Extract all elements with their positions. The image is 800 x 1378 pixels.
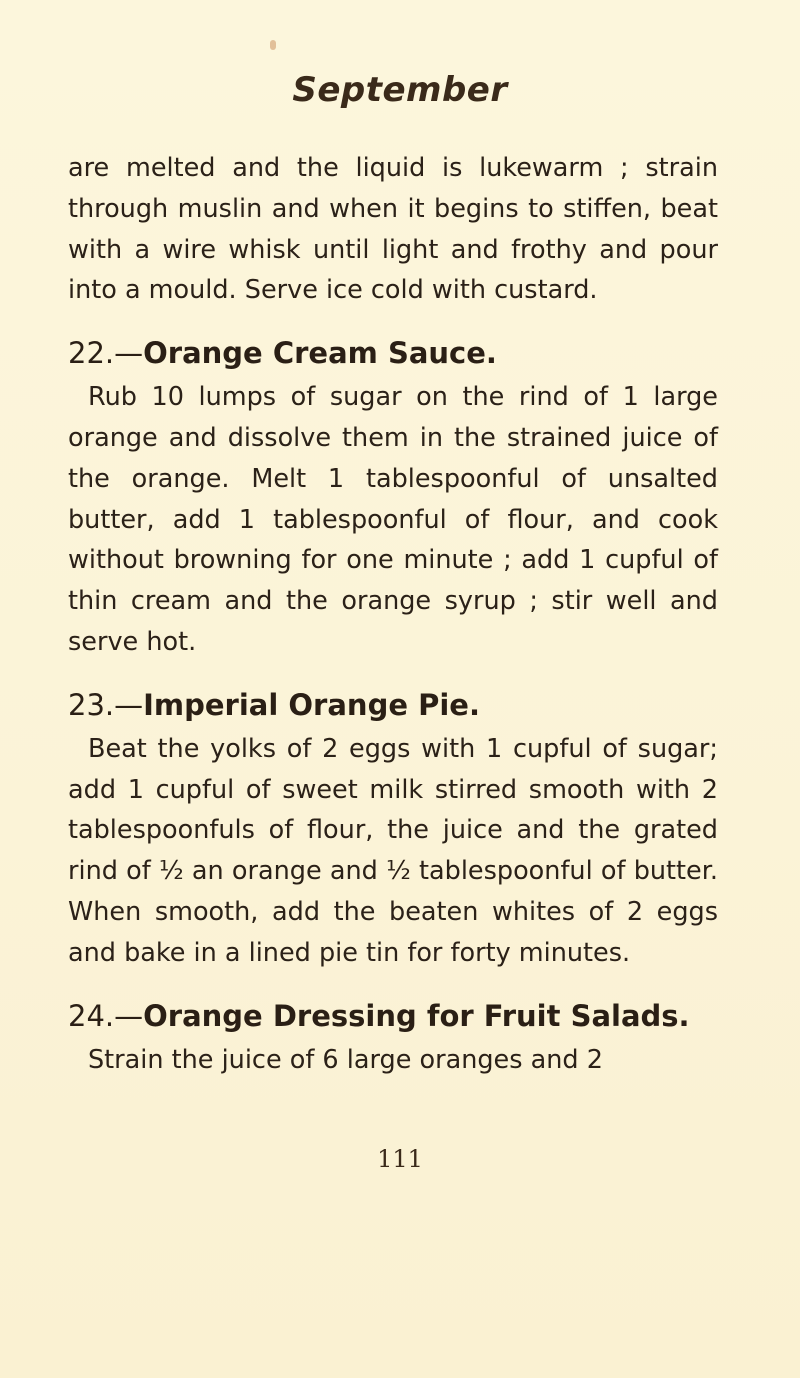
recipe-name: Orange Dressing for Fruit Salads. xyxy=(143,998,690,1033)
recipe-body: Beat the yolks of 2 eggs with 1 cupful of sugar; add 1 cupful of sweet milk stirred smooth with 2 tablespoonfuls of flour, the juice and the grated rind of ½ an orange and ½ tablespoonful of butter. When smooth, add the beaten whites of 2 eggs and bake in a lined pie tin for forty minutes. xyxy=(68,733,718,968)
recipe-23 xyxy=(68,685,718,974)
intro-paragraph: are melted and the liquid is lukewarm ; strain through muslin and when it begins to stiffen, beat with a wire whisk until light and frothy and pour into a mould. Serve ice cold with custard. xyxy=(68,153,718,306)
recipe-name: Imperial Orange Pie. xyxy=(143,687,480,722)
recipe-title xyxy=(68,996,718,1036)
recipe-24 xyxy=(68,996,718,1081)
recipe-body: Strain the juice of 6 large oranges and 2 xyxy=(88,1044,603,1075)
recipe-number: 24.— xyxy=(68,998,144,1033)
recipe-number: 22.— xyxy=(68,336,144,371)
recipe-body: Rub 10 lumps of sugar on the rind of 1 large orange and dissolve them in the strained juice of the orange. Melt 1 tablespoonful of unsalted butter, add 1 tablespoonful of flour, and cook without browning for one minute ; add 1 cupful of thin cream and the orange syrup ; stir well and serve hot. xyxy=(68,382,718,657)
recipe-name: Orange Cream Sauce. xyxy=(143,336,497,371)
page-content xyxy=(68,148,718,1080)
running-header: September xyxy=(292,70,508,110)
recipe-number: 23.— xyxy=(68,687,144,722)
recipe-title xyxy=(68,685,718,725)
recipe-title xyxy=(68,333,718,373)
paper-stain xyxy=(270,40,276,50)
recipe-22 xyxy=(68,333,718,663)
page-number: 111 xyxy=(377,1145,423,1173)
